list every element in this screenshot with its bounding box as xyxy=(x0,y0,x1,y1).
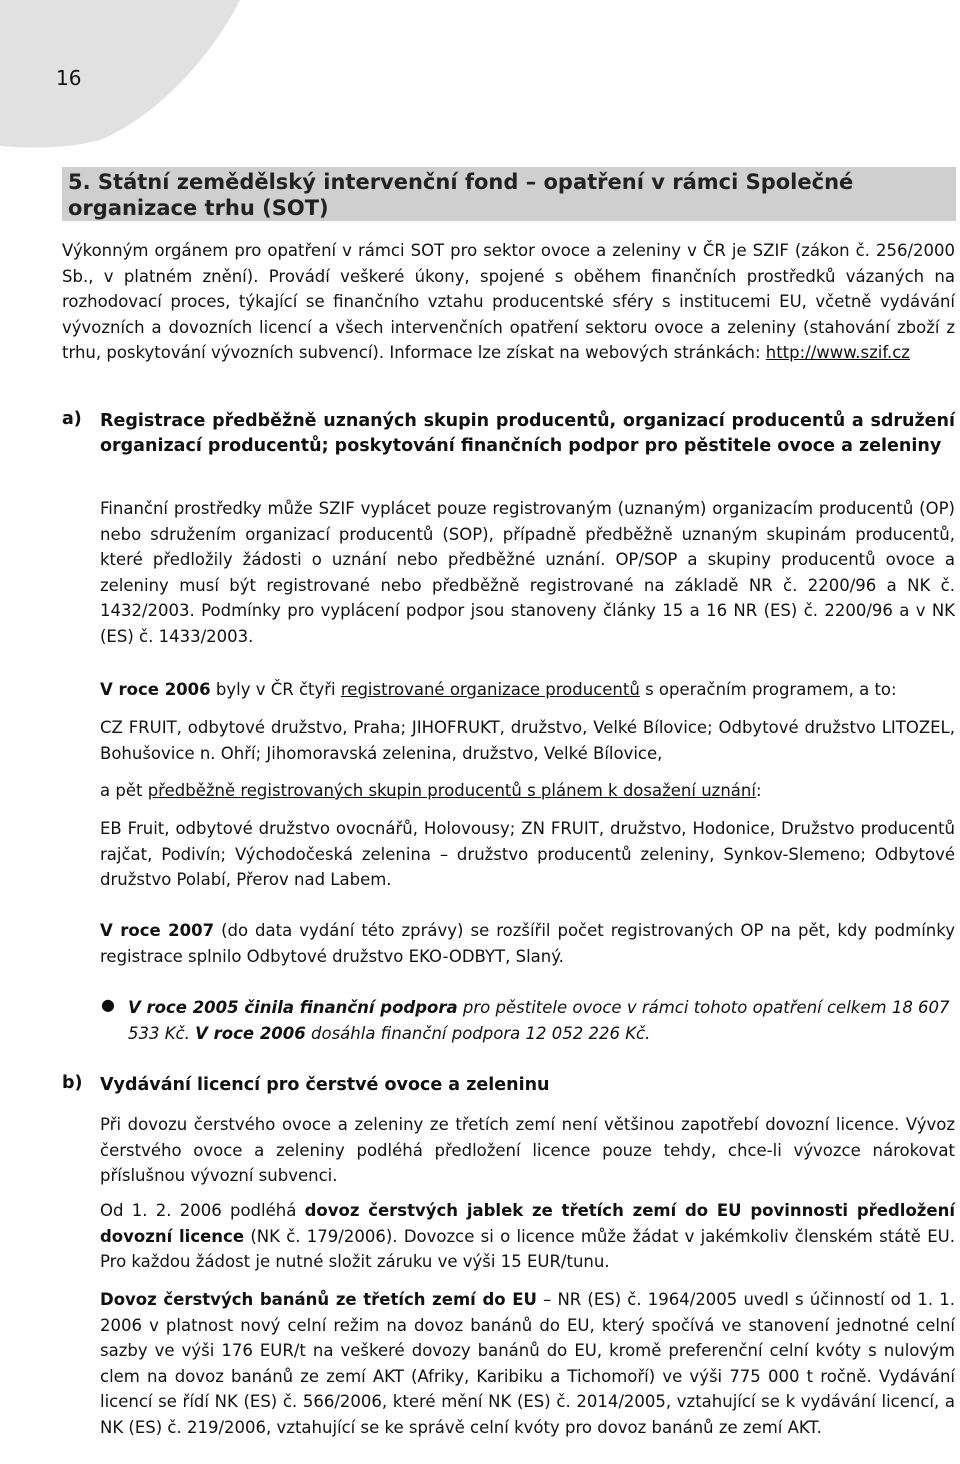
section-a-paragraph-5: EB Fruit, odbytové družstvo ovocnářů, Holovousy; ZN FRUIT, družstvo, Hodonice, Družstvo producentů rajčat, Podivín; Východočeská zelenina – družstvo producentů zeleniny, Synkov-Slemeno; Odbytové družstvo Polabí, Přerov nad Labem. xyxy=(100,819,955,889)
szif-link[interactable]: http://www.szif.cz xyxy=(765,343,910,362)
section-a-paragraph-2 xyxy=(100,677,955,703)
bullet-bold-2: V roce 2006 xyxy=(195,1024,306,1043)
intro-text: Výkonným orgánem pro opatření v rámci SOT pro sektor ovoce a zeleniny v ČR je SZIF (zákon č. 256/2000 Sb., v platném znění). Provádí veškeré úkony, spojené s oběhem finančních prostředků vázaných na rozhodovací proces, týkající se finančního vztahu producentské sféry s institucemi EU, včetně vydávání vývozních a dovozních licencí a všech intervenčních opatření sektoru ovoce a zeleniny (stahování zboží z trhu, poskytování vývozních subvencí). Informace lze získat na webových stránkách: xyxy=(62,241,955,362)
section-a-paragraph-6 xyxy=(100,918,955,969)
section-a-paragraph-3: CZ FRUIT, odbytové družstvo, Praha; JIHOFRUKT, družstvo, Velké Bílovice; Odbytové družstvo LITOZEL, Bohušovice n. Ohří; Jihomoravská zelenina, družstvo, Velké Bílovice, xyxy=(100,718,955,763)
section-b-label: b) xyxy=(62,1073,83,1093)
bullet-text-2: dosáhla finanční podpora 12 052 226 Kč. xyxy=(305,1024,651,1043)
section-heading xyxy=(62,167,956,221)
year-2006-bold: V roce 2006 xyxy=(100,680,211,699)
section-b-paragraph-3 xyxy=(100,1287,955,1440)
b-p2-end: (NK č. 179/2006). Dovozce si o licence může žádat v jakémkoliv členském státě EU. Pro každou žádost je nutné složit záruku ve výši 15 EUR/tunu. xyxy=(100,1226,955,1271)
section-a-label: a) xyxy=(62,409,82,429)
registered-op-underlined: registrované organizace producentů xyxy=(340,680,640,699)
p2-mid-text: byly v ČR čtyři xyxy=(210,680,341,699)
b-p2-start: Od 1. 2. 2006 podléhá xyxy=(100,1201,305,1220)
intro-paragraph xyxy=(62,238,955,366)
p6-rest-text: (do data vydání této zprávy) se rozšířil počet registrovaných OP na pět, kdy podmínky registrace splnilo Odbytové družstvo EKO-ODBYT, Slaný. xyxy=(100,921,955,966)
bullet-dot-icon: ● xyxy=(101,995,115,1014)
bullet-text-1: pro pěstitele ovoce v rámci tohoto opatření celkem 18 607 533 Kč. xyxy=(128,998,950,1043)
p4-start-text: a pět xyxy=(100,781,148,800)
b-p3-bold: Dovoz čerstvých banánů ze třetích zemí do EU xyxy=(100,1290,537,1309)
section-a-paragraph-4 xyxy=(100,778,955,804)
preliminary-groups-underlined: předběžně registrovaných skupin producentů s plánem k dosažení uznání xyxy=(147,781,756,800)
bullet-bold-1: V roce 2005 činila finanční podpora xyxy=(128,998,458,1017)
p2-end-text: s operačním programem, a to: xyxy=(639,680,897,699)
page-corner-leaf-decoration xyxy=(0,0,240,150)
section-b-title: Vydávání licencí pro čerstvé ovoce a zeleninu xyxy=(100,1075,550,1095)
b-p3-rest: – NR (ES) č. 1964/2005 uvedl s účinností od 1. 1. 2006 v platnost nový celní režim na dovoz banánů do EU, který spočívá ve stanovení jednotné celní sazby ve výši 176 EUR/t na veškeré dovozy banánů do EU, kromě preferenční celní kvóty s nulovým clem na dovoz banánů ze zemí AKT (Afriky, Karibiku a Tichomoří) ve výši 775 000 t ročně. Vydávání licencí se řídí NK (ES) č. 566/2006, které mění NK (ES) č. 2014/2005, vztahující se k vydávání licencí, a NK (ES) č. 219/2006, vztahující se ke správě celní kvóty pro dovoz banánů ze zemí AKT. xyxy=(100,1290,955,1437)
section-heading-text: 5. Státní zemědělský intervenční fond – opatření v rámci Společné organizace trhu (SOT) xyxy=(68,170,854,220)
year-2007-bold: V roce 2007 xyxy=(100,921,215,940)
p4-end-text: : xyxy=(755,781,762,800)
support-bullet-text xyxy=(128,995,955,1047)
section-a-title: Registrace předběžně uznaných skupin producentů, organizací producentů a sdružení organizací producentů; poskytování finančních podpor pro pěstitele ovoce a zeleniny xyxy=(100,411,955,456)
section-a-paragraph-1: Finanční prostředky může SZIF vyplácet pouze registrovaným (uznaným) organizacím producentů (OP) nebo sdružením organizací producentů (SOP), případně předběžně uznaným skupinám producentů, které předložily žádosti o uznání nebo předběžné uznání. OP/SOP a skupiny producentů ovoce a zeleniny musí být registrované nebo předběžně registrované na základě NR č. 2200/96 a NK č. 1432/2003. Podmínky pro vyplácení podpor jsou stanoveny články 15 a 16 NR (ES) č. 2200/96 a v NK (ES) č. 1433/2003. xyxy=(100,499,955,646)
b-p2-bold: dovoz čerstvých jablek ze třetích zemí do EU povinnosti předložení dovozní licence xyxy=(100,1201,955,1246)
section-b-paragraph-2 xyxy=(100,1198,955,1275)
section-b-paragraph-1: Při dovozu čerstvého ovoce a zeleniny ze třetích zemí není většinou zapotřebí dovozní licence. Vývoz čerstvého ovoce a zeleniny podléhá předložení licence pouze tehdy, chce-li vývozce nárokovat příslušnou vývozní subvenci. xyxy=(100,1115,955,1185)
page-number: 16 xyxy=(56,66,82,90)
